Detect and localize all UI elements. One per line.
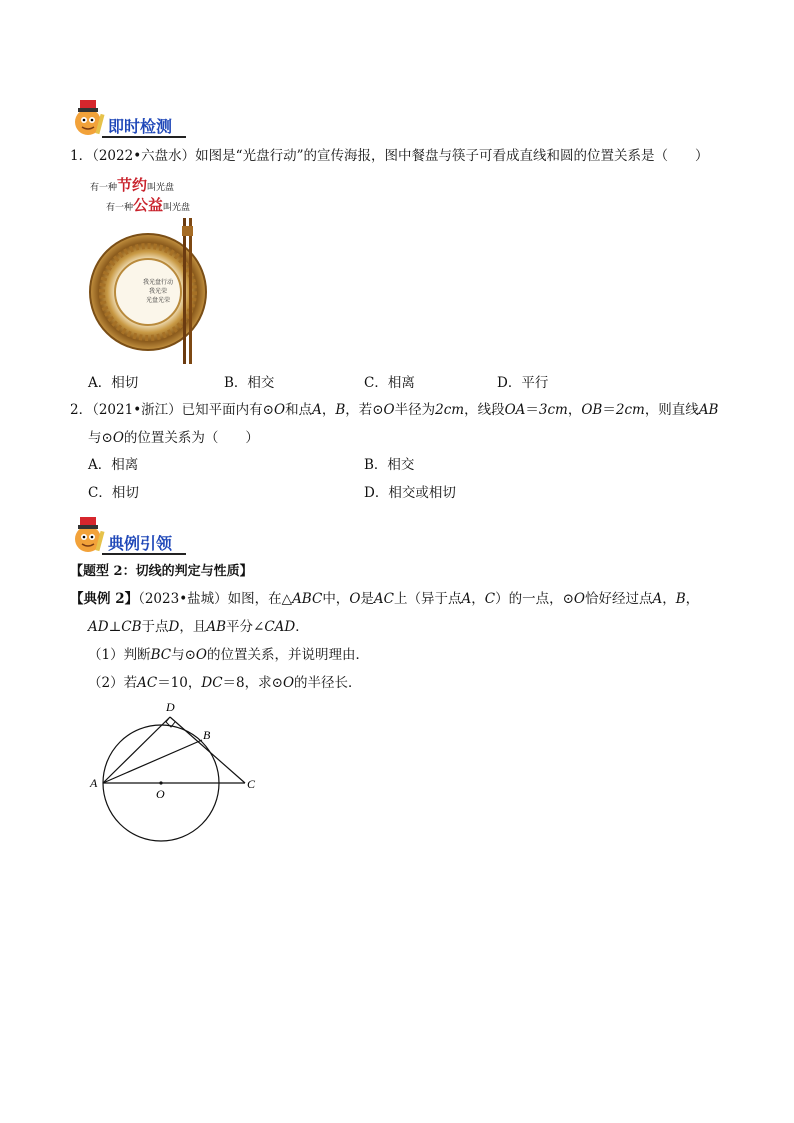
label-a: A [90,776,98,790]
poster-image [88,170,228,366]
q2-option-b[interactable]: B．相交 [364,457,415,473]
pencil-mascot-icon [72,513,106,555]
example-line-1: 【典例 2】（2023•盐城）如图，在△ABC中，O是AC上（异于点A，C）的一点，⊙O恰好经过点A，B， [70,591,700,607]
section-header-example [72,513,372,559]
section-underline [102,136,186,138]
label-d: D [166,700,175,714]
section-underline [102,553,186,555]
question-1-text: 1．（2022•六盘水）如图是“光盘行动”的宣传海报，图中餐盘与筷子可看成直线和圆的位置关系是（ ） [70,148,709,164]
plate-text: 我光盘行动 我光荣 光盘光荣 [142,279,173,304]
segment-dc [170,717,245,783]
label-o: O [156,787,165,801]
example-line-2: AD⊥CB于点D，且AB平分∠CAD． [88,619,309,635]
type-heading: 【题型 2：切线的判定与性质】 [70,564,253,579]
example-part-1: （1）判断BC与⊙O的位置关系，并说明理由． [88,647,369,663]
question-2-text-line2: 与⊙O的位置关系为（ ） [88,430,259,446]
segment-ab [103,740,202,783]
label-c: C [247,777,256,791]
q2-option-c[interactable]: C．相切 [88,485,139,501]
poster-slogan-1: 有一种节约叫光盘 [90,176,175,194]
q1-option-d[interactable]: D．平行 [497,375,549,391]
pencil-mascot-icon [72,96,106,138]
q1-option-a[interactable]: A．相切 [88,375,139,391]
q1-option-b[interactable]: B．相交 [224,375,275,391]
example-part-2: （2）若AC＝10，DC＝8，求⊙O的半径长． [88,675,362,691]
section-header-quiz [72,96,372,142]
section-title: 典例引领 [108,534,173,553]
question-2-text: 2．（2021•浙江）已知平面内有⊙O和点A，B，若⊙O半径为2cm，线段OA＝3cm，OB＝2cm，则直线AB [70,402,719,418]
poster-slogan-2: 有一种公益叫光盘 [106,196,191,214]
geometry-figure [86,696,276,848]
q2-option-d[interactable]: D．相交或相切 [364,485,456,501]
q1-option-c[interactable]: C．相离 [364,375,415,391]
section-title: 即时检测 [108,117,173,136]
q2-option-a[interactable]: A．相离 [88,457,139,473]
label-b: B [203,728,211,742]
center-point [159,781,162,784]
